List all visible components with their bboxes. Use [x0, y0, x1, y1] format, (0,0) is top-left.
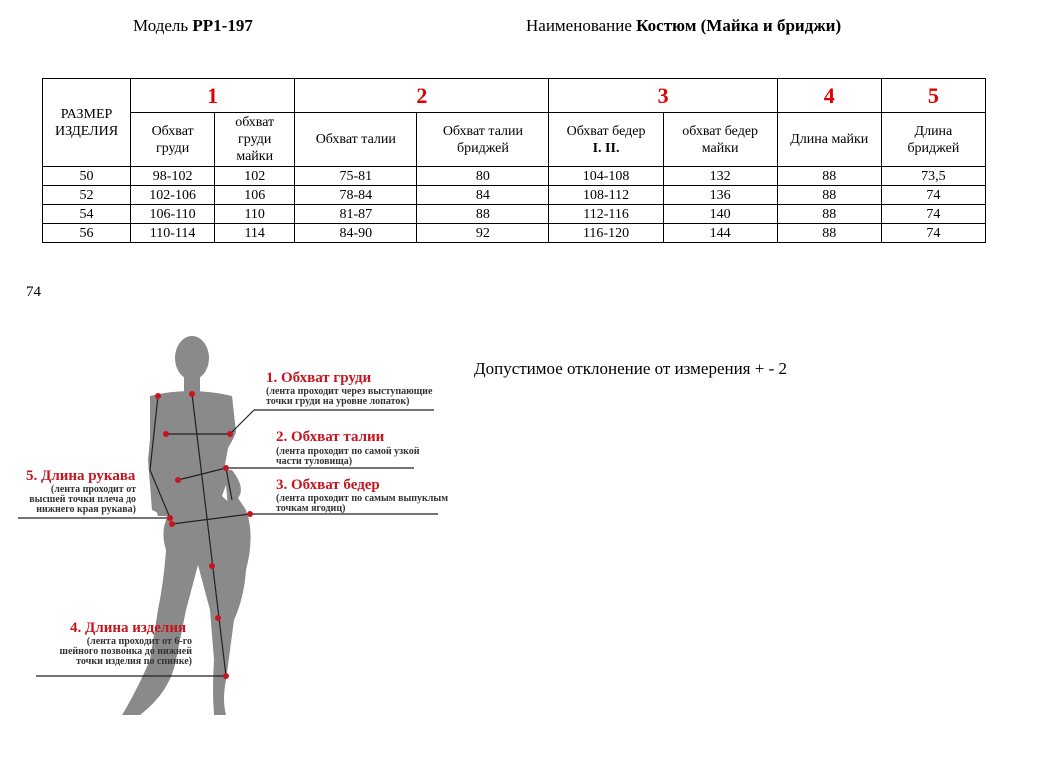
m3-desc-2: точкам ягодиц) — [276, 503, 346, 514]
group-header-4: 4 — [777, 79, 881, 113]
value-cell: 88 — [777, 224, 881, 243]
value-cell: 132 — [663, 167, 777, 186]
m4-desc-1: (лента проходит от 6-го — [86, 636, 192, 647]
group-header-5: 5 — [881, 79, 985, 113]
column-header-line: I. II. — [592, 140, 620, 156]
value-cell: 81-87 — [295, 205, 417, 224]
value-cell: 106-110 — [131, 205, 215, 224]
column-header — [295, 113, 417, 167]
value-cell: 88 — [417, 205, 549, 224]
m5-desc-2: высшей точки плеча до — [29, 494, 136, 505]
table-body — [43, 167, 986, 243]
size-header-cell — [43, 79, 131, 167]
column-header-line: бриджей — [456, 140, 509, 156]
column-header-line: Обхват — [151, 123, 194, 139]
value-cell: 84-90 — [295, 224, 417, 243]
size-cell: 52 — [43, 186, 131, 205]
m4-desc-2: шейного позвонка до нижней — [59, 646, 192, 657]
column-header-line: майки — [236, 149, 274, 164]
value-cell: 140 — [663, 205, 777, 224]
value-cell: 102-106 — [131, 186, 215, 205]
group-header-1: 1 — [131, 79, 295, 113]
column-header-line: Обхват талии — [315, 132, 396, 147]
m2-desc-2: части туловища) — [276, 456, 353, 467]
value-cell: 74 — [881, 224, 985, 243]
measurement-figure — [0, 320, 470, 720]
table-row — [43, 224, 986, 243]
note-below-table: 74 — [26, 284, 41, 300]
model-value: РР1-197 — [192, 16, 253, 35]
column-header-line: майки — [701, 140, 739, 156]
m4-desc-3: точки изделия по спинке) — [76, 656, 192, 667]
table-row — [43, 167, 986, 186]
value-cell: 110-114 — [131, 224, 215, 243]
value-cell: 112-116 — [549, 205, 663, 224]
value-cell: 74 — [881, 186, 985, 205]
column-header — [417, 113, 549, 167]
value-cell: 144 — [663, 224, 777, 243]
value-cell: 74 — [881, 205, 985, 224]
value-cell: 88 — [777, 205, 881, 224]
group-header-3: 3 — [549, 79, 777, 113]
size-cell: 56 — [43, 224, 131, 243]
value-cell: 104-108 — [549, 167, 663, 186]
group-header-2: 2 — [295, 79, 549, 113]
value-cell: 116-120 — [549, 224, 663, 243]
m5-title: 5. Длина рукава — [26, 468, 136, 484]
m1-desc-2: точки груди на уровне лопаток) — [266, 396, 410, 407]
column-header — [549, 113, 663, 167]
value-cell: 88 — [777, 186, 881, 205]
column-header — [131, 113, 215, 167]
m2-title: 2. Обхват талии — [276, 429, 385, 445]
column-header-line: Длина — [914, 123, 953, 139]
column-header — [215, 113, 295, 167]
column-header-line: груди — [238, 132, 272, 147]
value-cell: 108-112 — [549, 186, 663, 205]
value-cell: 78-84 — [295, 186, 417, 205]
value-cell: 92 — [417, 224, 549, 243]
name-label: Наименование — [526, 16, 632, 35]
name-value: Костюм (Майка и бриджи) — [636, 16, 842, 35]
value-cell: 84 — [417, 186, 549, 205]
m4-title: 4. Длина изделия — [70, 620, 187, 636]
tolerance-note: Допустимое отклонение от измерения + - 2 — [474, 359, 787, 378]
size-cell: 54 — [43, 205, 131, 224]
model-line — [133, 16, 253, 36]
column-header-line: бриджей — [907, 140, 960, 156]
column-header-row — [43, 113, 986, 167]
m3-desc-1: (лента проходит по самым выпуклым — [276, 493, 449, 504]
value-cell: 110 — [215, 205, 295, 224]
column-header-line: Обхват талии — [442, 123, 524, 139]
size-table — [42, 78, 986, 243]
value-cell: 136 — [663, 186, 777, 205]
value-cell: 106 — [215, 186, 295, 205]
m5-desc-1: (лента проходит от — [50, 484, 136, 495]
column-header — [777, 113, 881, 167]
name-line — [526, 16, 841, 36]
value-cell: 73,5 — [881, 167, 985, 186]
value-cell: 102 — [215, 167, 295, 186]
value-cell: 88 — [777, 167, 881, 186]
model-label: Модель — [133, 16, 189, 35]
size-header-line1: РАЗМЕР — [60, 106, 113, 122]
column-header-line: обхват — [235, 115, 275, 130]
value-cell: 80 — [417, 167, 549, 186]
value-cell: 114 — [215, 224, 295, 243]
column-header — [881, 113, 985, 167]
m2-desc-1: (лента проходит по самой узкой — [276, 446, 420, 457]
m1-desc-1: (лента проходит через выступающие — [266, 386, 433, 397]
value-cell: 75-81 — [295, 167, 417, 186]
size-header-line2: ИЗДЕЛИЯ — [54, 123, 119, 139]
m1-title: 1. Обхват груди — [266, 370, 372, 386]
column-header-line: обхват бедер — [682, 123, 759, 139]
column-header-line: Длина майки — [790, 132, 869, 147]
table-row — [43, 186, 986, 205]
value-cell: 98-102 — [131, 167, 215, 186]
column-header — [663, 113, 777, 167]
table-row — [43, 205, 986, 224]
m3-title: 3. Обхват бедер — [276, 477, 380, 493]
size-cell: 50 — [43, 167, 131, 186]
column-header-line: Обхват бедер — [566, 123, 646, 139]
column-header-line: груди — [155, 140, 190, 156]
m5-desc-3: нижнего края рукава) — [36, 504, 136, 515]
